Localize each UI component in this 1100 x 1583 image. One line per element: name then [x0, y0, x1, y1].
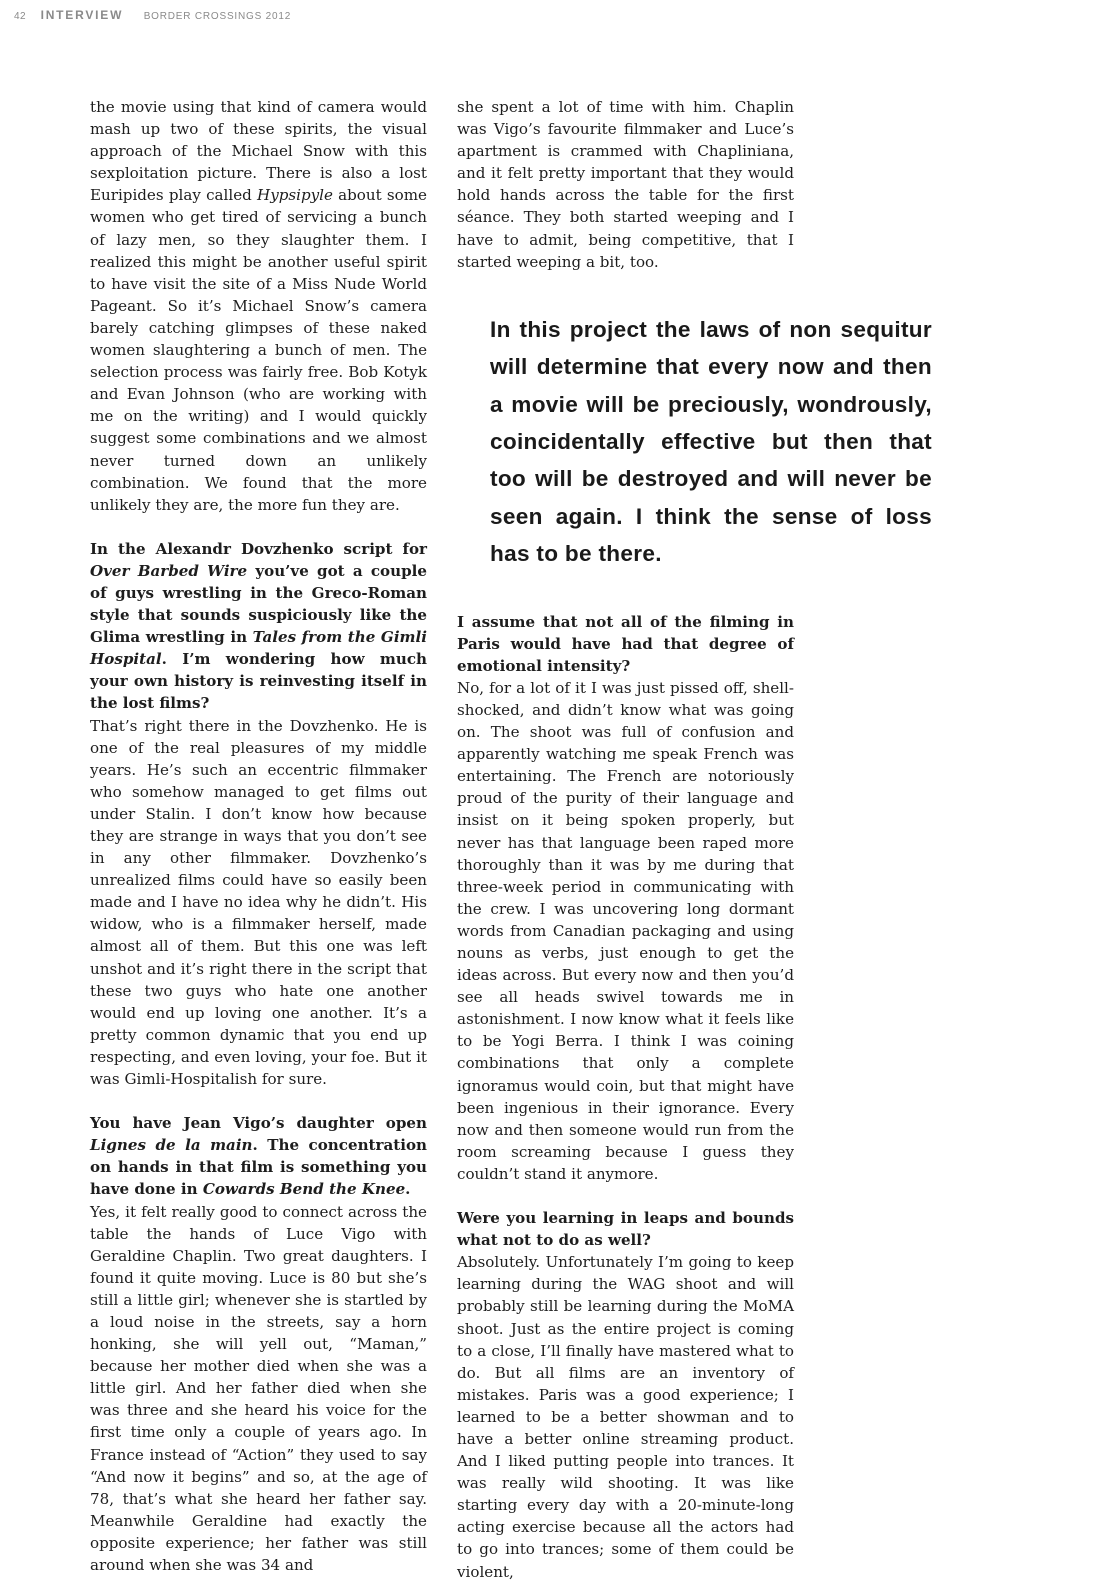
- interview-question: I assume that not all of the filming in Paris would have had that degree of emotional intensity?: [457, 612, 794, 675]
- page-number: 42: [14, 11, 27, 22]
- film-title: Cowards Bend the Knee: [202, 1180, 406, 1199]
- answer-paragraph: she spent a lot of time with him. Chaplin was Vigo’s favourite filmmaker and Luce’s apartment is crammed with Chapliniana, and it felt pretty important that they would hold hands across the table for the first séance. They both started weeping and I have to admit, being competitive, that I started weeping a bit, too.: [457, 98, 794, 271]
- pull-quote: In this project the laws of non sequitur will determine that every now and then a movie will be preciously, wondrously, coincidentally effective but then that too will be destroyed and will never be seen again. I think the sense of loss has to be there.: [490, 316, 932, 567]
- section-label: INTERVIEW: [40, 8, 124, 22]
- running-header: [14, 6, 291, 24]
- answer-paragraph: Yes, it felt really good to connect across the table the hands of Luce Vigo with Geraldine Chaplin. Two great daughters. I found it quite moving. Luce is 80 but she’s still a little girl; whenever she is startled by a loud noise in the streets, say a horn honking, she will yell out, “Maman,” because her mother died when she was a little girl. And her father died when she was three and she heard his voice for the first time only a couple of years ago. In France instead of “Action” they used to say “And now it begins” and so, at the age of 78, that’s what she heard her father say. Meanwhile Geraldine had exactly the opposite experience; her father was still around when she was 34 and: [90, 1202, 427, 1574]
- publication-title: BORDER CROSSINGS 2012: [143, 11, 292, 22]
- answer-paragraph: the movie using that kind of camera would mash up two of these spirits, the visual approach of the Michael Snow with this sexploitation picture. There is also a lost Euripides play called Hypsipyle about some women who get tired of servicing a bunch of lazy men, so they slaughter them. I realized this might be another useful spirit to have visit the site of a Miss Nude World Pageant. So it’s Michael Snow’s camera barely catching glimpses of these naked women slaughtering a bunch of men. The selection process was fairly free. Bob Kotyk and Evan Johnson (who are working with me on the writing) and I would quickly suggest some combinations and we almost never turned down an unlikely combination. We found that the more unlikely they are, the more fun they are.: [90, 98, 427, 514]
- play-title: Hypsipyle: [257, 186, 333, 205]
- answer-paragraph: No, for a lot of it I was just pissed off, shell-shocked, and didn’t know what was going on. The shoot was full of confusion and apparently watching me speak French was entertaining. The French are notoriously proud of the purity of their language and insist on it being spoken properly, but never has that language been raped more thoroughly than it was by me during that three-week period in communicating with the crew. I was uncovering long dormant words from Canadian packaging and using nouns as verbs, just enough to get the ideas across. But every now and then you’d see all heads swivel towards me in astonishment. I now know what it feels like to be Yogi Berra. I think I was coining combinations that only a complete ignoramus would coin, but that might have been ingenious in their ignorance. Every now and then someone would run from the room screaming because I guess they couldn’t stand it anymore.: [457, 678, 794, 1183]
- film-title: Tales from the Gimli Hospital: [90, 628, 427, 669]
- left-column: [90, 96, 427, 1576]
- answer-paragraph: That’s right there in the Dovzhenko. He is one of the real pleasures of my middle years. He’s such an eccentric filmmaker who somehow managed to get films out under Stalin. I don’t know how because they are strange in ways that you don’t see in any other filmmaker. Dovzhenko’s unrealized films could have so easily been made and I have no idea why he didn’t. His widow, who is a filmmaker herself, made almost all of them. But this one was left unshot and it’s right there in the script that these two guys who hate one another would end up loving one another. It’s a pretty common dynamic that you end up respecting, and even loving, your foe. But it was Gimli-Hospitalish for sure.: [90, 716, 427, 1089]
- film-title: Over Barbed Wire: [90, 561, 248, 580]
- answer-paragraph: Absolutely. Unfortunately I’m going to keep learning during the WAG shoot and will probably still be learning during the MoMA shoot. Just as the entire project is coming to a close, I’ll finally have mastered what to do. But all films are an inventory of mistakes. Paris was a good experience; I learned to be a better showman and to have a better online streaming product. And I liked putting people into trances. It was really wild shooting. It was like starting every day with a 20-minute-long acting exercise because all the actors had to go into trances; some of them could be violent,: [457, 1253, 794, 1581]
- interview-question: Were you learning in leaps and bounds what not to do as well?: [457, 1209, 794, 1250]
- interview-question: In the Alexandr Dovzhenko script for Over Barbed Wire you’ve got a couple of guys wrestling in the Greco-Roman style that sounds suspiciously like the Glima wrestling in Tales from the Gimli Hospital. I’m wondering how much your own history is reinvesting itself in the lost films?: [90, 539, 427, 713]
- film-title: Lignes de la main: [90, 1136, 253, 1155]
- interview-question: You have Jean Vigo’s daughter open Lignes de la main. The concentration on hands in that film is something you have done in Cowards Bend the Knee.: [90, 1114, 427, 1199]
- right-column: [457, 96, 932, 1583]
